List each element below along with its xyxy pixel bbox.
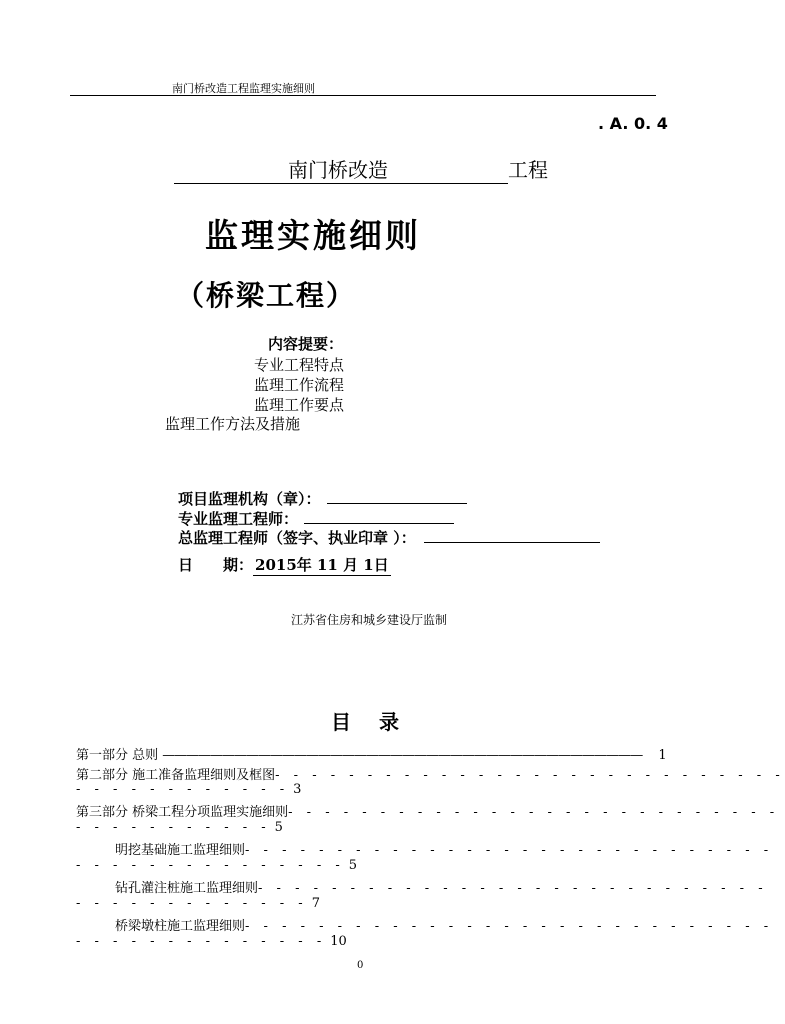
toc-label: 第二部分 施工准备监理细则及框图 — [76, 768, 276, 783]
chief-engineer-line — [178, 527, 600, 548]
summary-heading: 内容提要： — [268, 335, 344, 353]
summary-item: 专业工程特点 — [254, 356, 345, 374]
engineer-blank — [304, 509, 454, 524]
engineer-label: 专业监理工程师： — [178, 510, 299, 528]
document-subtitle: （桥梁工程） — [176, 279, 357, 312]
date-line — [178, 554, 391, 576]
date-label: 日 期： — [178, 556, 254, 574]
toc-page: 7 — [311, 896, 320, 911]
header-rule — [70, 95, 656, 96]
toc-label: 桥梁墩柱施工监理细则 — [115, 919, 246, 934]
summary-item: 监理工作要点 — [254, 396, 345, 414]
toc-entry — [115, 915, 773, 934]
toc-label: 第三部分 桥梁工程分项监理实施细则 — [76, 805, 289, 820]
issuer-note: 江苏省住房和城乡建设厅监制 — [291, 613, 448, 627]
toc-entry-continued — [76, 896, 320, 911]
toc-leader: - - - - - - - - - - - - - — [76, 896, 308, 911]
toc-entry — [76, 801, 779, 820]
toc-title: 目 录 — [331, 710, 403, 734]
toc-entry — [115, 839, 773, 858]
toc-entry-continued — [76, 782, 301, 797]
toc-page: 1 — [658, 748, 667, 763]
project-name: 南门桥改造 — [174, 157, 508, 184]
form-code: . A. 0. 4 — [598, 114, 668, 133]
toc-leader: - - - - - - - - - - - - - - - - - - - - - - - - - - - - - — [245, 919, 774, 934]
running-header: 南门桥改造工程监理实施细则 — [172, 82, 315, 95]
toc-leader: - - - - - - - - - - - — [76, 820, 271, 835]
toc-leader: - - - - - - - - - - - - — [76, 782, 290, 797]
toc-entry-continued — [76, 820, 283, 835]
agency-seal-line — [178, 488, 467, 509]
engineer-line — [178, 508, 454, 529]
summary-item: 监理工作流程 — [254, 376, 345, 394]
summary-item: 监理工作方法及措施 — [165, 415, 301, 433]
toc-entry — [76, 764, 785, 783]
toc-entry — [115, 877, 768, 896]
toc-entry-continued — [76, 858, 357, 873]
toc-page: 10 — [330, 934, 347, 949]
toc-entry — [76, 744, 667, 763]
toc-page: 5 — [274, 820, 283, 835]
toc-leader: - - - - - - - - - - - - - - - - - - - - - - - - - - - — [288, 805, 780, 820]
page-number: 0 — [357, 960, 364, 971]
toc-page: 3 — [293, 782, 302, 797]
chief-label: 总监理工程师（签字、执业印章 ）： — [178, 529, 416, 547]
toc-label: 明挖基础施工监理细则 — [115, 843, 246, 858]
toc-page: 5 — [348, 858, 358, 873]
toc-entry-continued — [76, 934, 347, 949]
toc-leader: - - - - - - - - - - - - - - - - - - - - - - - - - - - - - — [245, 843, 774, 858]
chief-blank — [424, 528, 600, 543]
agency-blank — [327, 489, 467, 504]
project-suffix: 工程 — [508, 158, 548, 182]
document-title: 监理实施细则 — [205, 216, 421, 255]
date-value: 2015年 11 月 1日 — [255, 556, 389, 574]
toc-leader: - - - - - - - - - - - - - - - - - - - - - - - - - - - - — [258, 881, 768, 896]
agency-label: 项目监理机构（章）： — [178, 490, 321, 508]
toc-label: 第一部分 总则 — [76, 748, 159, 763]
project-line — [174, 154, 548, 184]
toc-leader: ———————————————————————————————————————— — [162, 748, 643, 763]
toc-leader: - - - - - - - - - - - - - - - - - - - - - - - - - - - - — [275, 768, 785, 783]
toc-leader: - - - - - - - - - - - - - - - — [76, 858, 345, 873]
toc-label: 钻孔灌注桩施工监理细则 — [115, 881, 259, 896]
toc-leader: - - - - - - - - - - - - - - — [76, 934, 327, 949]
